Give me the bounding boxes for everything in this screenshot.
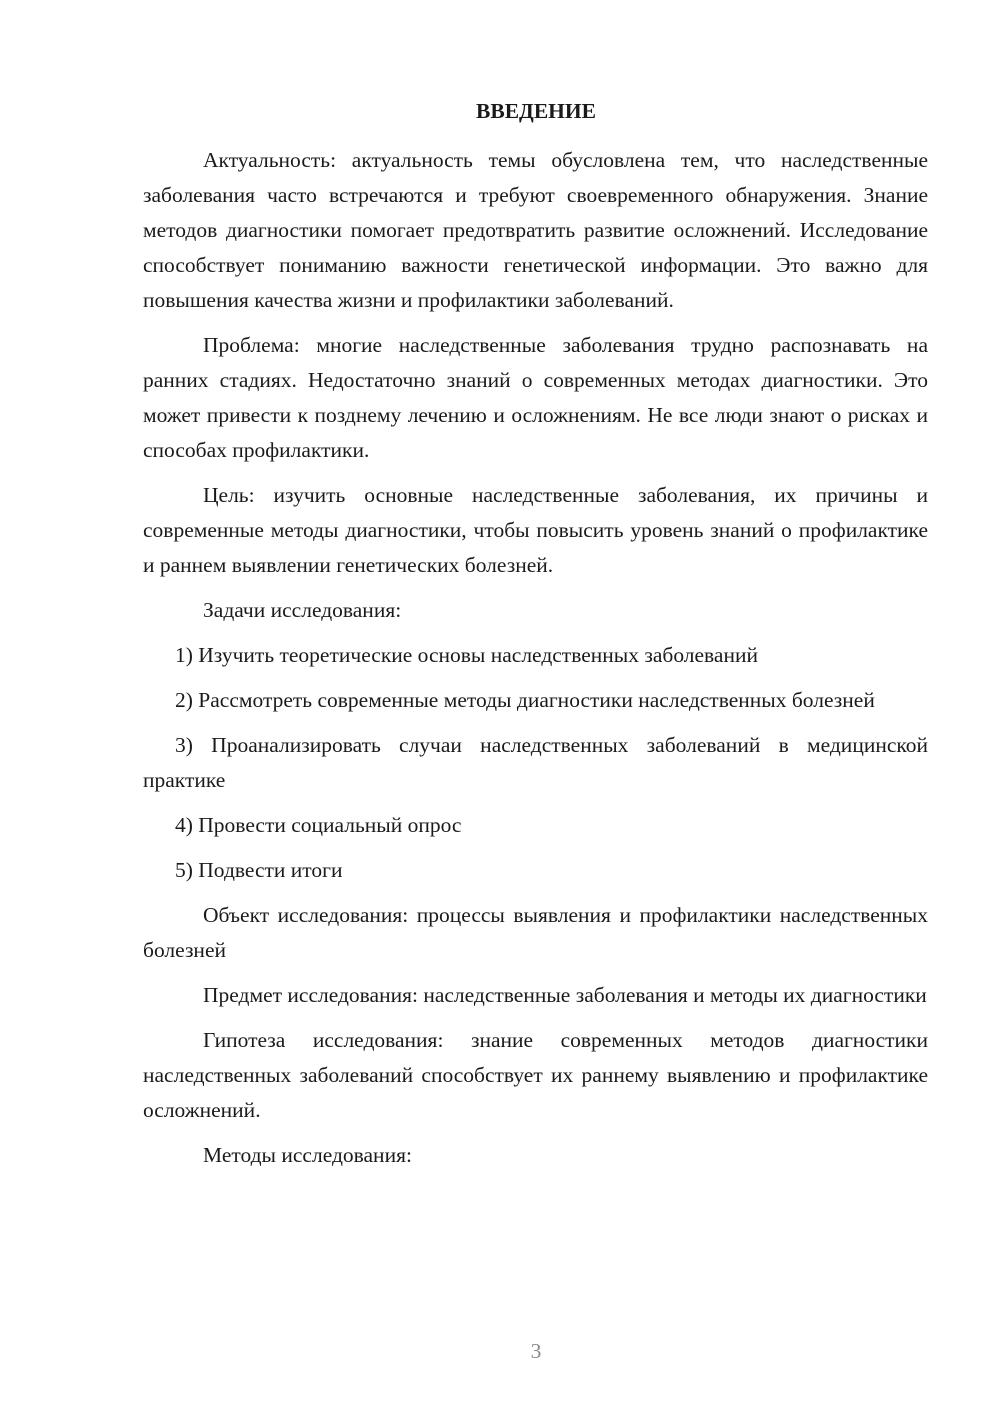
- section-title: ВВЕДЕНИЕ: [476, 99, 596, 123]
- paragraph-object: Объект исследования: процессы выявления и профилактики наследственных болезней: [143, 903, 928, 962]
- list-item-task-2: 2) Рассмотреть современные методы диагностики наследственных болезней: [175, 688, 875, 712]
- document-body: [143, 143, 928, 1173]
- list-item-task-5: 5) Подвести итоги: [175, 858, 343, 882]
- list-item-task-4: 4) Провести социальный опрос: [175, 813, 462, 837]
- paragraph-goal: Цель: изучить основные наследственные заболевания, их причины и современные методы диагностики, чтобы повысить уровень знаний о профилактике и раннем выявлении генетических болезней.: [143, 483, 928, 577]
- paragraph-problem: Проблема: многие наследственные заболевания трудно распознавать на ранних стадиях. Недостаточно знаний о современных методах диагностики. Это может привести к позднему лечению и осложнениям. Не все люди знают о рисках и способах профилактики.: [143, 333, 928, 462]
- paragraph-hypothesis: Гипотеза исследования: знание современных методов диагностики наследственных заболеваний способствует их раннему выявлению и профилактике осложнений.: [143, 1028, 928, 1122]
- page-number: 3: [530, 1339, 542, 1363]
- paragraph-relevance: Актуальность: актуальность темы обусловлена тем, что наследственные заболевания часто встречаются и требуют своевременного обнаружения. Знание методов диагностики помогает предотвратить развитие осложнений. Исследование способствует пониманию важности генетической информации. Это важно для повышения качества жизни и профилактики заболеваний.: [143, 148, 928, 312]
- list-item-task-3: 3) Проанализировать случаи наследственных заболеваний в медицинской практике: [143, 733, 928, 792]
- paragraph-methods-heading: Методы исследования:: [203, 1143, 412, 1167]
- list-item-task-1: 1) Изучить теоретические основы наследственных заболеваний: [175, 643, 758, 667]
- paragraph-tasks-heading: Задачи исследования:: [203, 598, 402, 622]
- paragraph-subject: Предмет исследования: наследственные заболевания и методы их диагностики: [203, 983, 927, 1007]
